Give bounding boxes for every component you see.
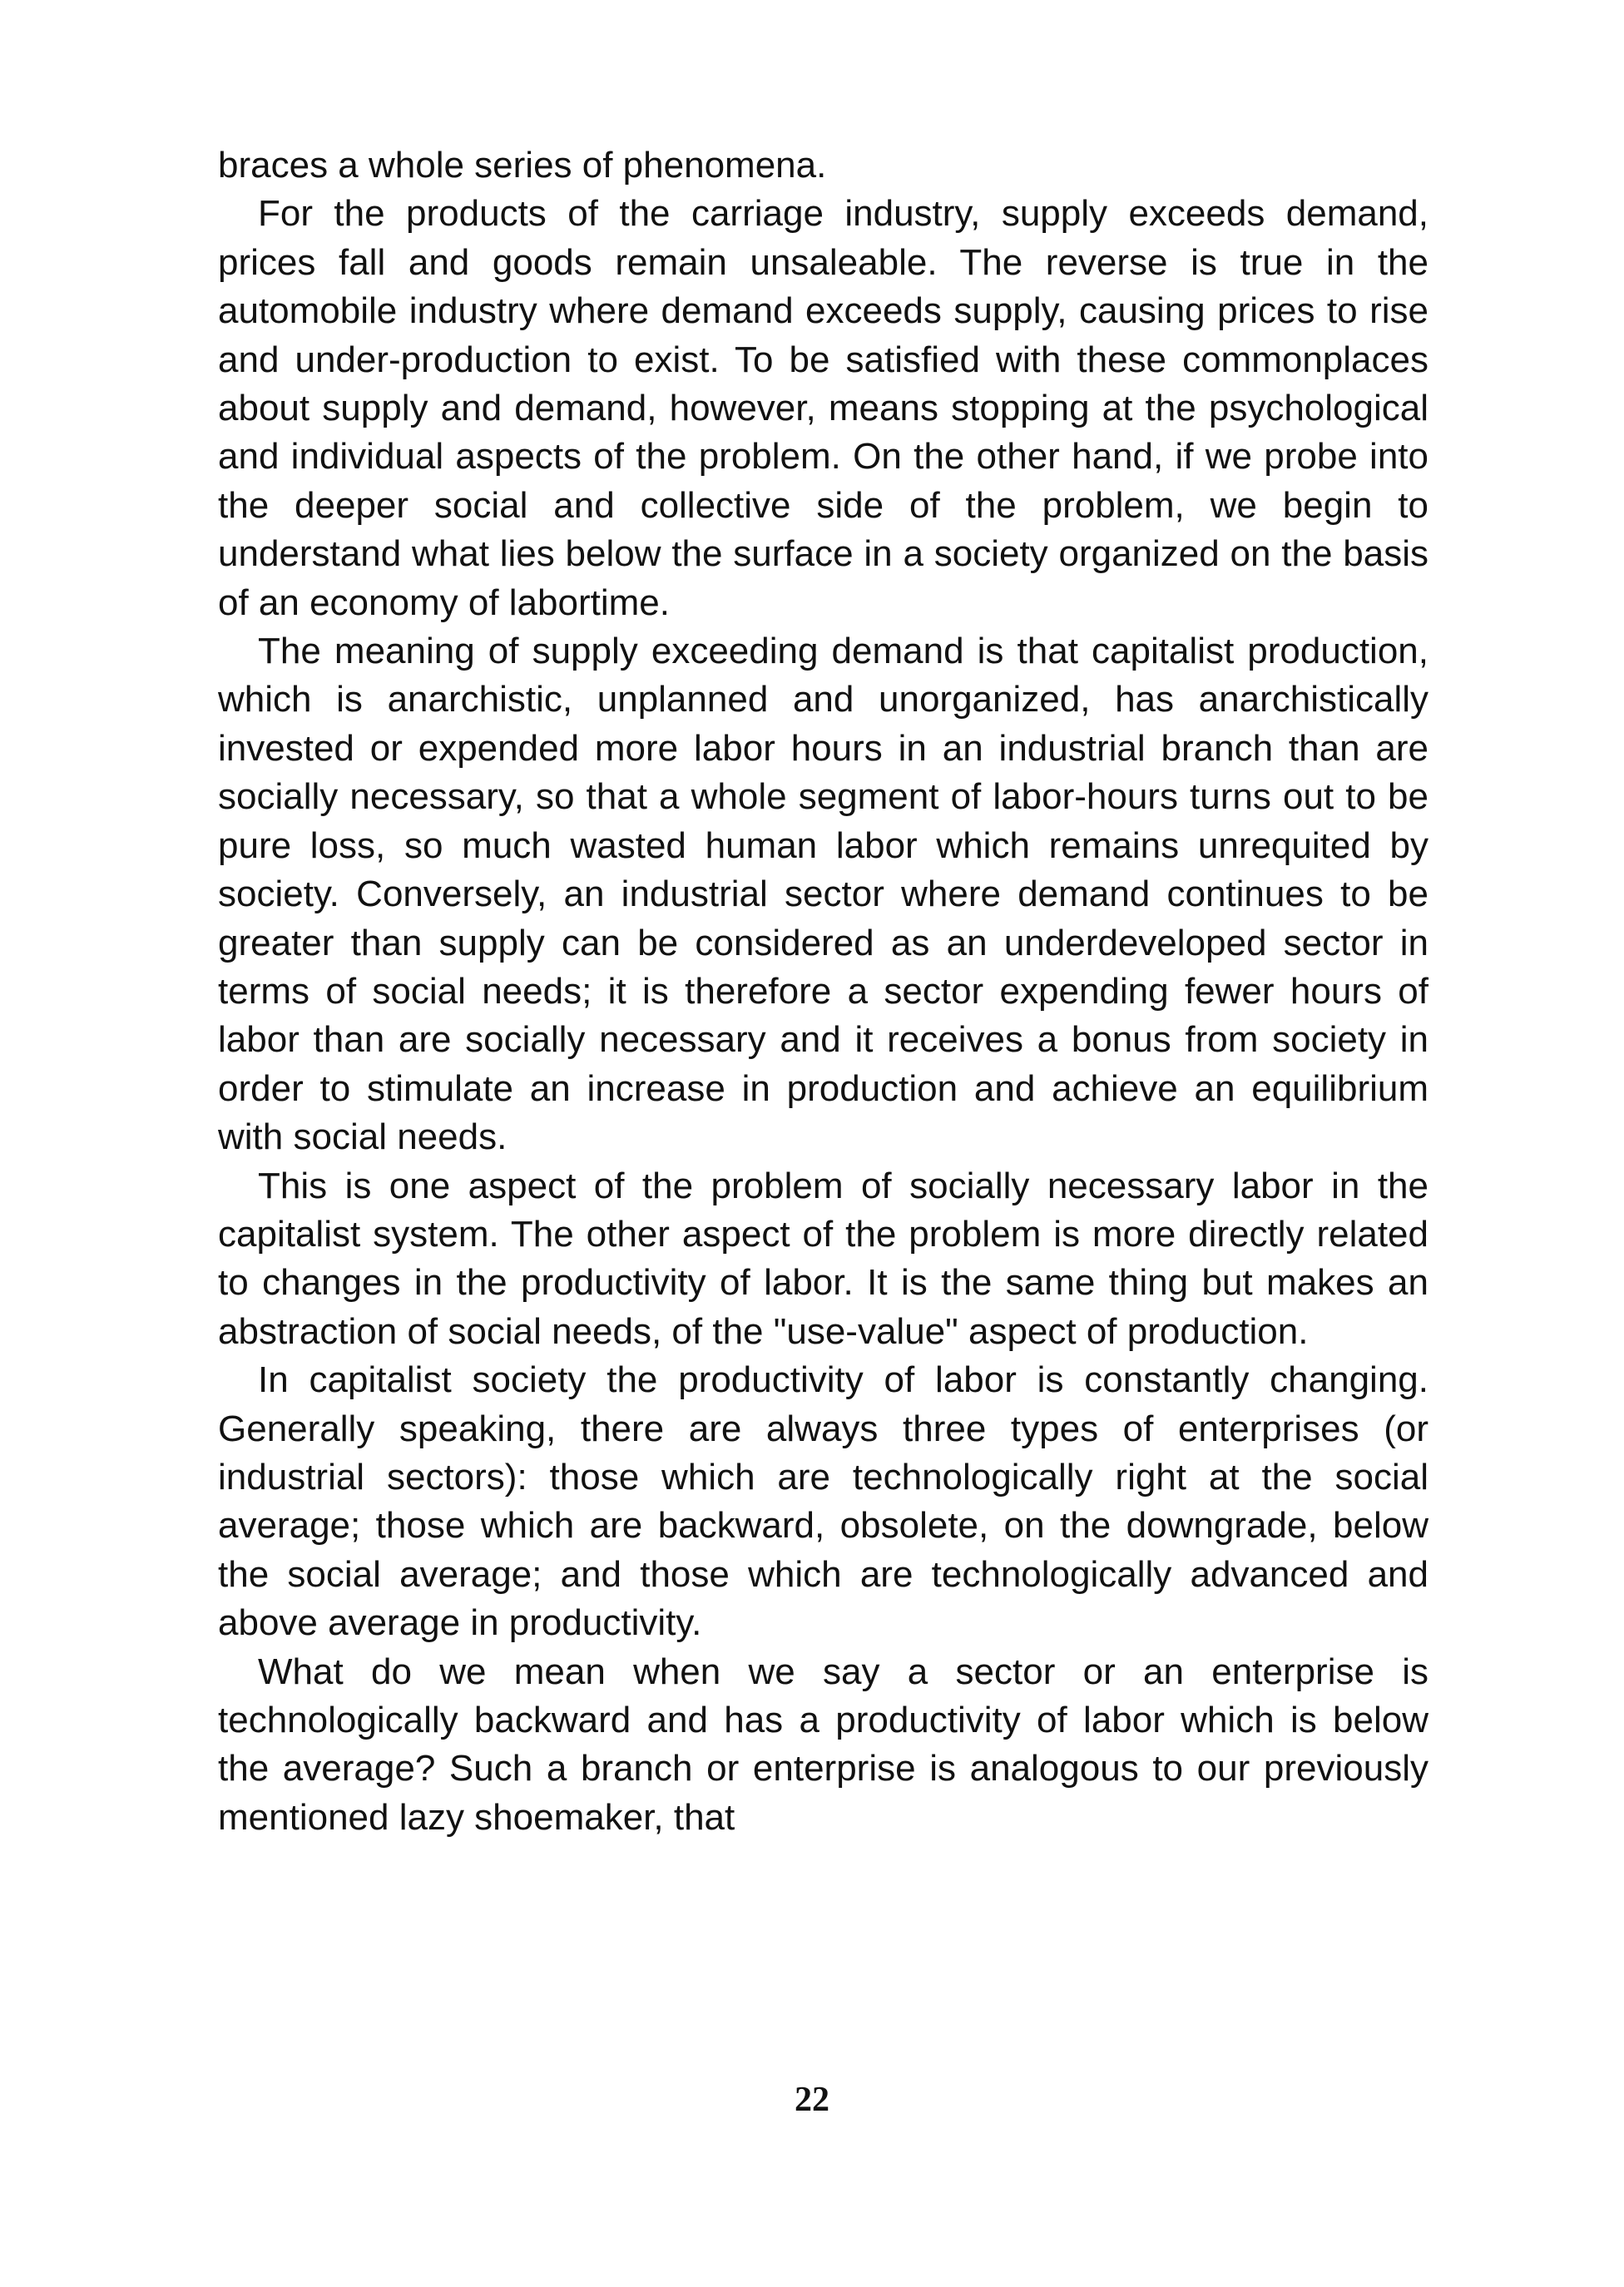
paragraph-supply-exceeding-demand: The meaning of supply exceeding demand is that capitalist production, which is anarchistic, unplanned and unorganized, has anarchistically invested or expended more labor hours in an industrial branch than are socially necessary, so that a whole segment of labor-hours turns out to be pure loss, so much wasted human labor which remains unrequited by society. Conversely, an industrial sector where demand continues to be greater than supply can be considered as an underdeveloped sector in terms of social needs; it is therefore a sector expending fewer hours of labor than are socially necessary and it receives a bonus from society in order to stimulate an increase in production and achieve an equilibrium with social needs.	[218, 631, 1428, 1158]
page-body	[218, 141, 1428, 1842]
paragraph-technologically-backward: What do we mean when we say a sector or an enterprise is technologically backward and has a productivity of labor which is below the average? Such a branch or enterprise is analogous to our previously mentioned lazy shoemaker, that	[218, 1651, 1428, 1838]
paragraph-supply-demand: For the products of the carriage industry, supply exceeds demand, prices fall and goods remain unsaleable. The reverse is true in the automobile industry where demand exceeds supply, causing prices to rise and under-production to exist. To be satisfied with these commonplaces about supply and demand, however, means stopping at the psychological and individual aspects of the problem. On the other hand, if we probe into the deeper social and collective side of the problem, we begin to understand what lies below the surface in a society organized on the basis of an economy of labortime.	[218, 193, 1428, 623]
page-number: 22	[795, 2081, 829, 2119]
paragraph-continued: braces a whole series of phenomena.	[218, 145, 827, 186]
paragraph-socially-necessary-labor: This is one aspect of the problem of socially necessary labor in the capitalist system. The other aspect of the problem is more directly related to changes in the productivity of labor. It is the same thing but makes an abstraction of social needs, of the "use-value" aspect of production.	[218, 1165, 1428, 1352]
paragraph-productivity-changing: In capitalist society the productivity of labor is constantly changing. Generally speaking, there are always three types of enterprises (or industrial sectors): those which are technologically right at the social average; those which are backward, obsolete, on the downgrade, below the social average; and those which are technologically advanced and above average in productivity.	[218, 1359, 1428, 1644]
